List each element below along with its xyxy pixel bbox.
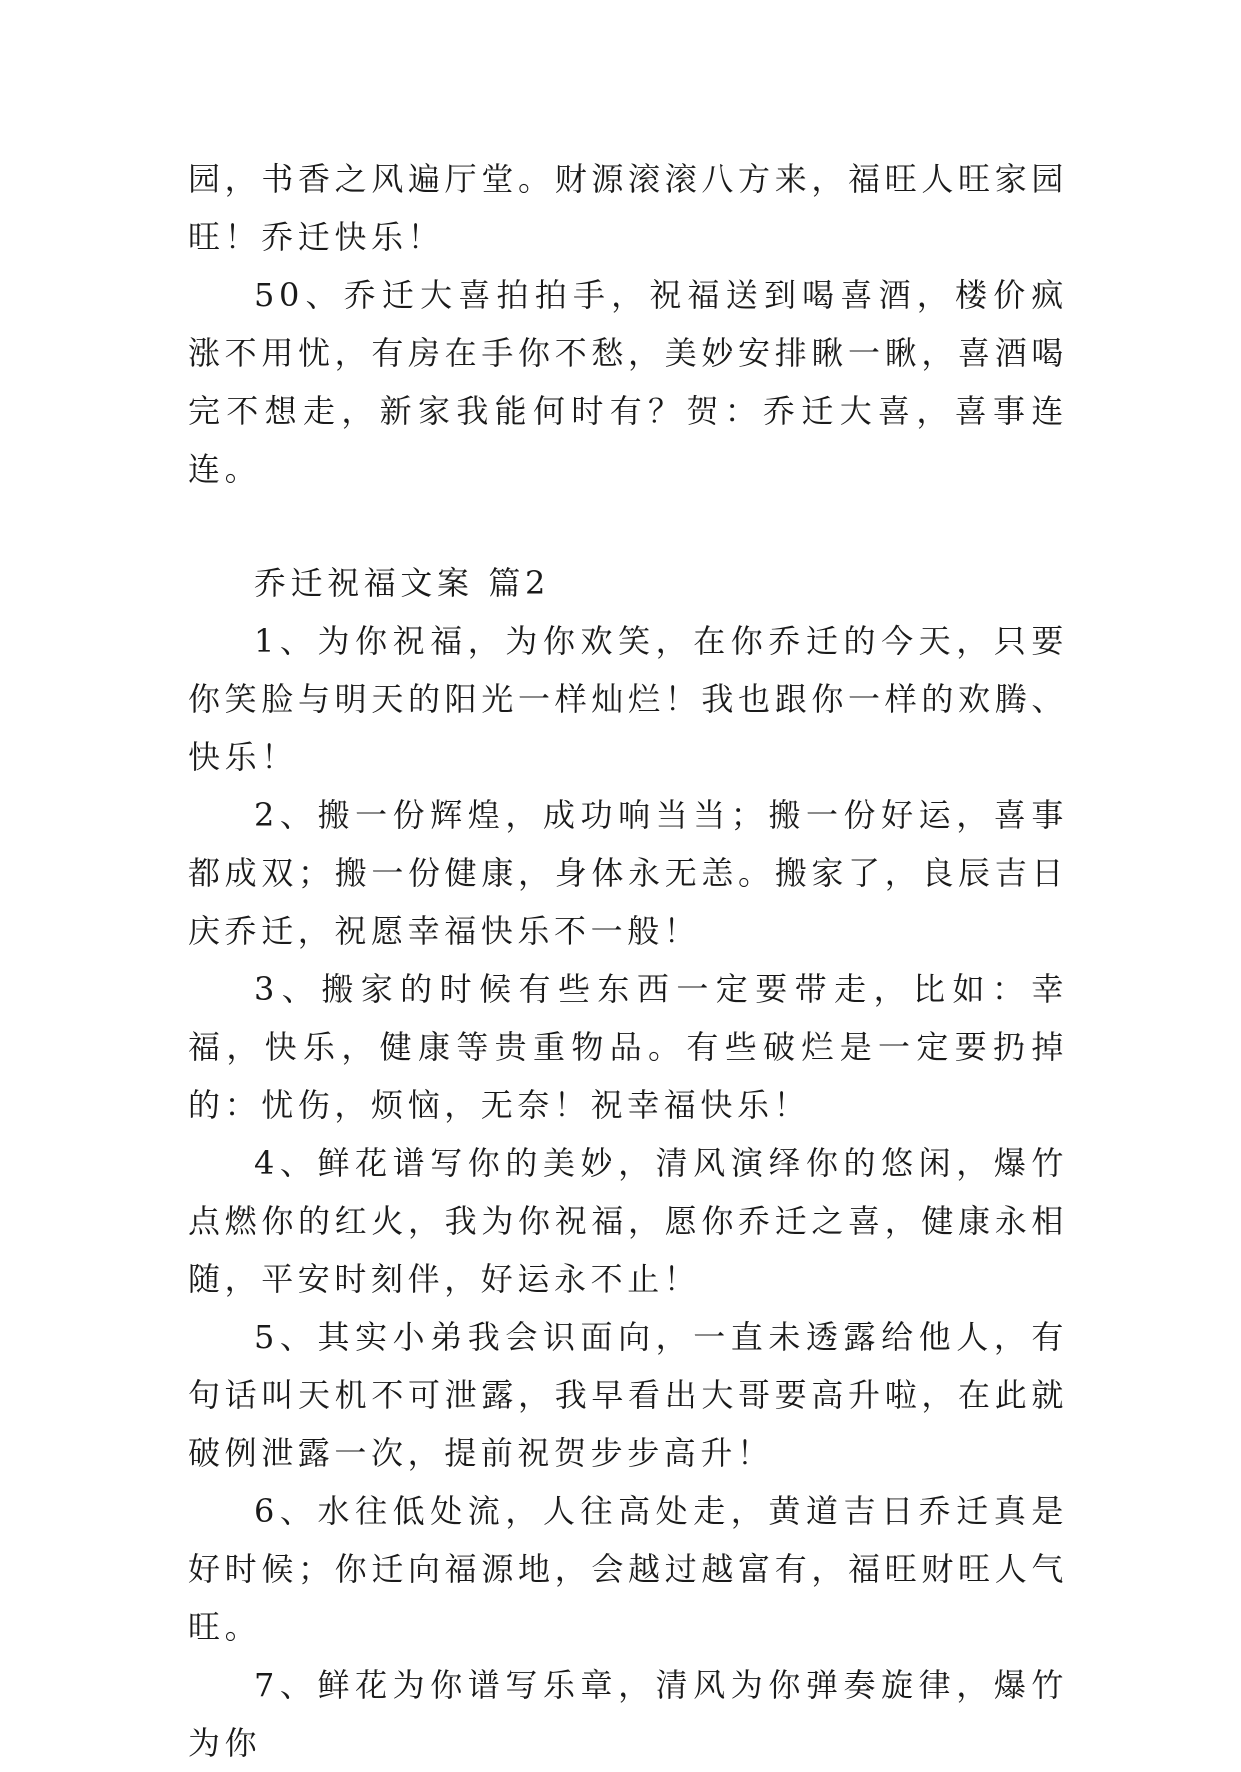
section-heading: 乔迁祝福文案 篇2 bbox=[254, 564, 550, 602]
paragraph-4: 4、鲜花谱写你的美妙，清风演绎你的悠闲，爆竹点燃你的红火，我为你祝福，愿你乔迁之喜，健康永相随，平安时刻伴，好运永不止！ bbox=[188, 1144, 1068, 1298]
paragraph-7: 7、鲜花为你谱写乐章，清风为你弹奏旋律，爆竹为你 bbox=[188, 1666, 1068, 1762]
continued-paragraph: 园，书香之风遍厅堂。财源滚滚八方来，福旺人旺家园旺！乔迁快乐！ bbox=[188, 160, 1068, 256]
paragraph-50: 50、乔迁大喜拍拍手，祝福送到喝喜酒，楼价疯涨不用忧，有房在手你不愁，美妙安排瞅一瞅，喜酒喝完不想走，新家我能何时有？贺：乔迁大喜，喜事连连。 bbox=[188, 276, 1068, 488]
paragraph-6: 6、水往低处流，人往高处走，黄道吉日乔迁真是好时候；你迁向福源地，会越过越富有，福旺财旺人气旺。 bbox=[188, 1492, 1068, 1646]
document-body bbox=[188, 150, 1068, 1772]
paragraph-2: 2、搬一份辉煌，成功响当当；搬一份好运，喜事都成双；搬一份健康，身体永无恙。搬家了，良辰吉日庆乔迁，祝愿幸福快乐不一般！ bbox=[188, 796, 1068, 950]
paragraph-1: 1、为你祝福，为你欢笑，在你乔迁的今天，只要你笑脸与明天的阳光一样灿烂！我也跟你一样的欢腾、快乐！ bbox=[188, 622, 1068, 776]
paragraph-3: 3、搬家的时候有些东西一定要带走，比如：幸福，快乐，健康等贵重物品。有些破烂是一定要扔掉的：忧伤，烦恼，无奈！祝幸福快乐！ bbox=[188, 970, 1068, 1124]
paragraph-5: 5、其实小弟我会识面向，一直未透露给他人，有句话叫天机不可泄露，我早看出大哥要高升啦，在此就破例泄露一次，提前祝贺步步高升！ bbox=[188, 1318, 1068, 1472]
